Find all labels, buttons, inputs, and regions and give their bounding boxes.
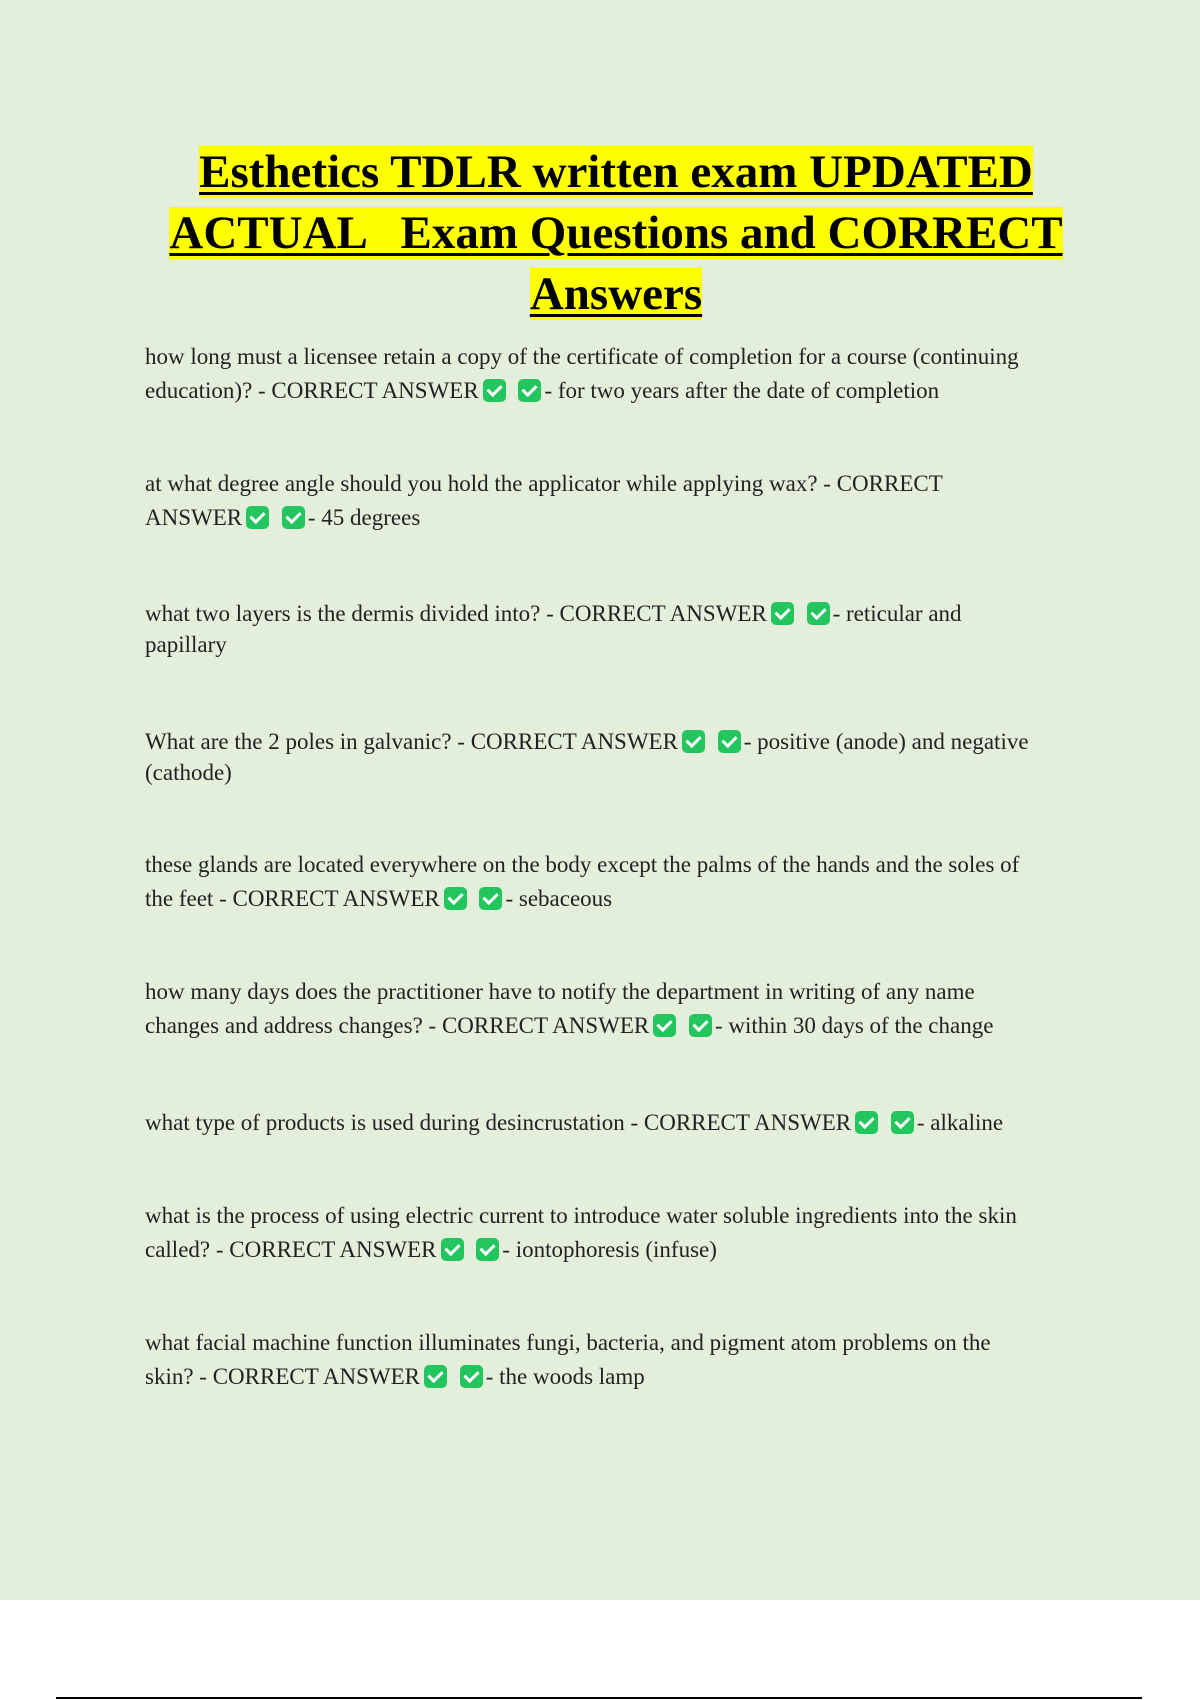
question-text: called? - CORRECT ANSWER: [145, 1237, 437, 1262]
check-mark-icon: [689, 1014, 712, 1037]
question-text: skin? - CORRECT ANSWER: [145, 1364, 420, 1389]
question-text: these glands are located everywhere on the body except the palms of the hands and the soles of: [145, 852, 1020, 877]
check-mark-icon: [460, 1365, 483, 1388]
question-text: what facial machine function illuminates fungi, bacteria, and pigment atom problems on the: [145, 1330, 991, 1355]
question-text: changes and address changes? - CORRECT ANSWER: [145, 1013, 650, 1038]
question-text: at what degree angle should you hold the applicator while applying wax? - CORRECT: [145, 471, 943, 496]
check-mark-icon: [282, 506, 305, 529]
answer-text: - sebaceous: [505, 886, 613, 911]
check-mark-icon: [424, 1365, 447, 1388]
question-text: how long must a licensee retain a copy of the certificate of completion for a course (continuing: [145, 344, 1019, 369]
check-mark-icon: [444, 887, 467, 910]
qa-item: [145, 975, 1075, 1043]
answer-text: (cathode): [145, 760, 232, 785]
question-text: education)? - CORRECT ANSWER: [145, 378, 479, 403]
qa-item: [145, 726, 1075, 788]
answer-text: - for two years after the date of completion: [544, 378, 940, 403]
answer-text: - reticular and: [832, 601, 962, 626]
check-mark-icon: [891, 1111, 914, 1134]
question-text: What are the 2 poles in galvanic? - CORRECT ANSWER: [145, 729, 678, 754]
check-mark-icon: [682, 730, 705, 753]
question-text: what two layers is the dermis divided into? - CORRECT ANSWER: [145, 601, 767, 626]
question-text: what is the process of using electric current to introduce water soluble ingredients into the skin: [145, 1203, 1017, 1228]
check-mark-icon: [483, 379, 506, 402]
document-title: [120, 142, 1112, 325]
check-mark-icon: [476, 1238, 499, 1261]
qa-item: [145, 1199, 1075, 1267]
check-mark-icon: [246, 506, 269, 529]
qa-item: [145, 1106, 1075, 1140]
check-mark-icon: [807, 602, 830, 625]
title-line: Esthetics TDLR written exam UPDATED: [199, 146, 1033, 198]
check-mark-icon: [479, 887, 502, 910]
qa-item: [145, 467, 1075, 535]
footer-divider: [56, 1697, 1142, 1699]
check-mark-icon: [718, 730, 741, 753]
answer-text: - alkaline: [916, 1110, 1004, 1135]
question-text: the feet - CORRECT ANSWER: [145, 886, 440, 911]
title-line: Answers: [529, 268, 703, 320]
check-mark-icon: [441, 1238, 464, 1261]
qa-item: [145, 1326, 1075, 1394]
answer-text: - positive (anode) and negative: [743, 729, 1029, 754]
check-mark-icon: [518, 379, 541, 402]
answer-text: - within 30 days of the change: [714, 1013, 994, 1038]
answer-text: - iontophoresis (infuse): [502, 1237, 717, 1262]
question-text: how many days does the practitioner have to notify the department in writing of any name: [145, 979, 975, 1004]
answer-text: papillary: [145, 632, 227, 657]
answer-text: - the woods lamp: [485, 1364, 645, 1389]
qa-item: [145, 340, 1075, 408]
title-line: ACTUAL Exam Questions and CORRECT: [169, 207, 1063, 259]
qa-item: [145, 848, 1075, 916]
qa-item: [145, 598, 1075, 660]
check-mark-icon: [855, 1111, 878, 1134]
question-text: what type of products is used during desincrustation - CORRECT ANSWER: [145, 1110, 852, 1135]
check-mark-icon: [653, 1014, 676, 1037]
question-text: ANSWER: [145, 505, 243, 530]
check-mark-icon: [771, 602, 794, 625]
answer-text: - 45 degrees: [307, 505, 421, 530]
